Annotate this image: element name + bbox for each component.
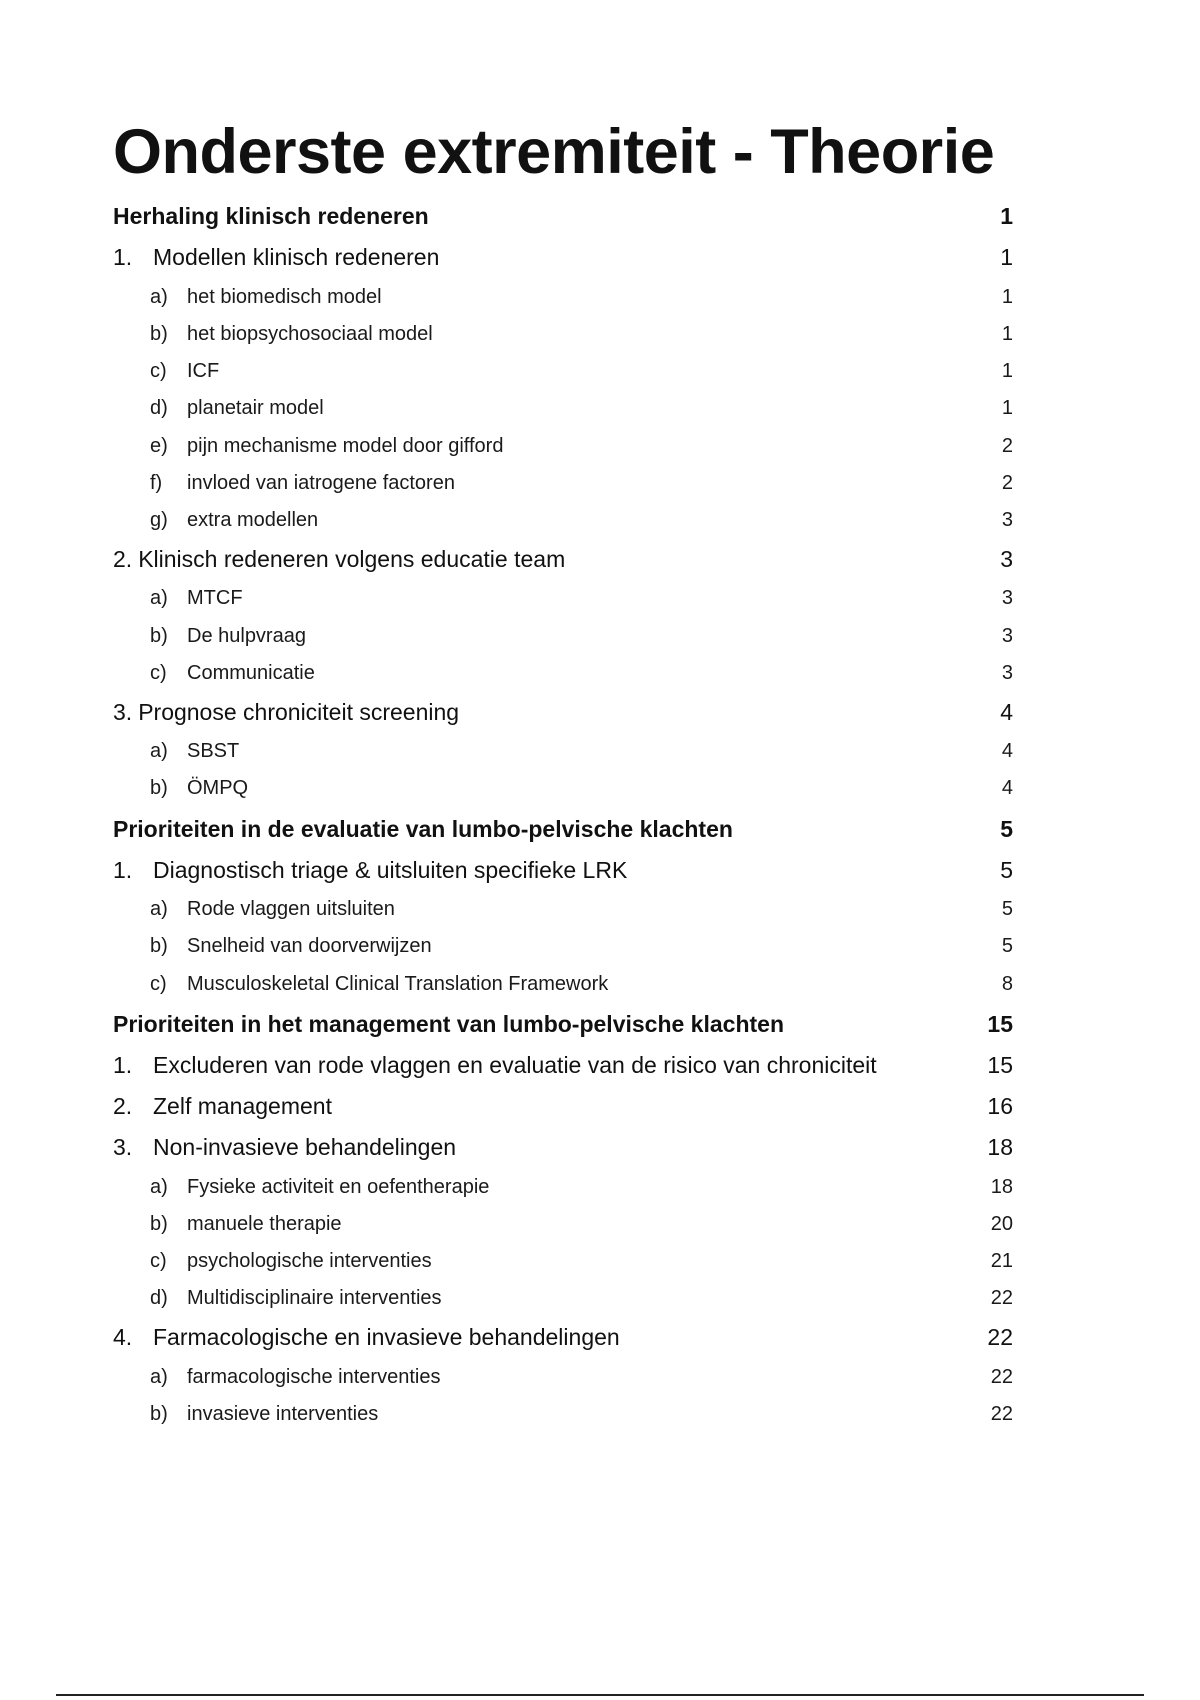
- toc-entry[interactable]: [113, 1322, 1013, 1352]
- toc-entry-text: ICF: [187, 359, 220, 382]
- toc-entry-label: [113, 546, 565, 573]
- toc-entry-text: MTCF: [187, 586, 243, 609]
- toc-entry[interactable]: [113, 469, 1013, 497]
- toc-entry[interactable]: [113, 932, 1013, 960]
- toc-entry-page-number: 3: [1001, 624, 1013, 647]
- toc-entry-text: SBST: [187, 739, 240, 762]
- toc-entry-label: [113, 587, 243, 610]
- toc-entry-number: b): [150, 776, 168, 799]
- toc-entry-text: invloed van iatrogene factoren: [187, 471, 455, 494]
- toc-entry-page-number: 18: [987, 1133, 1013, 1160]
- toc-entry-text: Snelheid van doorverwijzen: [187, 934, 432, 957]
- toc-entry-page-number: 20: [990, 1212, 1013, 1235]
- toc-entry-label: [113, 1052, 877, 1079]
- toc-entry-text: Musculoskeletal Clinical Translation Framework: [187, 972, 609, 995]
- toc-entry[interactable]: [113, 506, 1013, 534]
- toc-entry-label: [113, 323, 433, 346]
- toc-entry-text: Modellen klinisch redeneren: [153, 243, 440, 270]
- toc-entry[interactable]: [113, 1132, 1013, 1162]
- toc-entry-number: 3.: [113, 1133, 133, 1160]
- toc-entry-label: [113, 1250, 432, 1273]
- toc-entry-page-number: 1: [1001, 359, 1013, 382]
- toc-entry-page-number: 18: [990, 1175, 1013, 1198]
- toc-entry[interactable]: [113, 697, 1013, 727]
- toc-entry[interactable]: [113, 1173, 1013, 1201]
- toc-entry[interactable]: [113, 1210, 1013, 1238]
- toc-entry-page-number: 2: [1001, 434, 1013, 457]
- toc-entry-text: het biopsychosociaal model: [187, 322, 433, 345]
- toc-entry-number: c): [150, 661, 167, 684]
- toc-entry[interactable]: [113, 357, 1013, 385]
- toc-entry-number: c): [150, 972, 167, 995]
- toc-entry-label: [113, 1093, 332, 1120]
- toc-entry[interactable]: [113, 1363, 1013, 1391]
- toc-entry-page-number: 3: [1001, 586, 1013, 609]
- toc-entry-number: c): [150, 1249, 167, 1272]
- toc-entry-number: d): [150, 1286, 168, 1309]
- toc-entry-text: De hulpvraag: [187, 624, 306, 647]
- toc-entry-text: Non-invasieve behandelingen: [153, 1133, 457, 1160]
- toc-entry-number: d): [150, 396, 168, 419]
- toc-entry-label: [113, 662, 315, 685]
- toc-entry-text: Herhaling klinisch redeneren: [113, 202, 429, 229]
- page-title: Onderste extremiteit - Theorie: [113, 117, 995, 187]
- toc-entry-label: [113, 1213, 342, 1236]
- toc-entry-page-number: 3: [1000, 545, 1013, 572]
- toc-entry[interactable]: [113, 432, 1013, 460]
- toc-entry-label: [113, 625, 306, 648]
- toc-entry-text: Excluderen van rode vlaggen en evaluatie van de risico van chroniciteit: [153, 1051, 877, 1078]
- toc-entry[interactable]: [113, 544, 1013, 574]
- toc-entry-text: Prioriteiten in het management van lumbo-pelvische klachten: [113, 1010, 784, 1037]
- toc-entry-page-number: 5: [1000, 856, 1013, 883]
- toc-entry-label: [113, 244, 439, 271]
- toc-entry-label: [113, 777, 248, 800]
- toc-entry-number: b): [150, 934, 168, 957]
- toc-entry-text: invasieve interventies: [187, 1402, 379, 1425]
- toc-entry-page-number: 4: [1000, 698, 1013, 725]
- toc-entry-label: [113, 816, 733, 843]
- toc-entry-text: Zelf management: [153, 1092, 332, 1119]
- toc-entry-label: [113, 740, 239, 763]
- toc-entry-page-number: 1: [1000, 243, 1013, 270]
- toc-entry-number: 2.: [113, 545, 133, 572]
- toc-entry-text: Multidisciplinaire interventies: [187, 1286, 442, 1309]
- toc-entry-number: a): [150, 586, 168, 609]
- toc-entry-text: farmacologische interventies: [187, 1365, 441, 1388]
- toc-entry-label: [113, 472, 455, 495]
- toc-entry-page-number: 15: [987, 1051, 1013, 1078]
- toc-entry[interactable]: [113, 814, 1013, 844]
- toc-entry-page-number: 4: [1001, 776, 1013, 799]
- toc-entry-number: 4.: [113, 1323, 133, 1350]
- toc-entry-label: [113, 1324, 620, 1351]
- toc-entry-text: Rode vlaggen uitsluiten: [187, 897, 395, 920]
- toc-entry[interactable]: [113, 584, 1013, 612]
- toc-entry-text: Farmacologische en invasieve behandelingen: [153, 1323, 620, 1350]
- toc-entry-text: Diagnostisch triage & uitsluiten specifieke LRK: [153, 856, 628, 883]
- toc-entry-number: a): [150, 1175, 168, 1198]
- toc-entry-number: e): [150, 434, 168, 457]
- toc-entry-text: planetair model: [187, 396, 324, 419]
- toc-entry-page-number: 8: [1001, 972, 1013, 995]
- toc-entry-number: g): [150, 508, 168, 531]
- toc-entry-label: [113, 699, 459, 726]
- toc-entry-label: [113, 857, 627, 884]
- toc-entry[interactable]: [113, 201, 1013, 231]
- toc-entry[interactable]: [113, 1247, 1013, 1275]
- toc-entry-number: 3.: [113, 698, 133, 725]
- toc-entry[interactable]: [113, 283, 1013, 311]
- toc-entry[interactable]: [113, 1050, 1013, 1080]
- toc-entry-number: b): [150, 1212, 168, 1235]
- toc-entry-number: 1.: [113, 243, 133, 270]
- toc-entry-number: 1.: [113, 1051, 133, 1078]
- toc-entry-number: b): [150, 624, 168, 647]
- toc-entry-page-number: 22: [987, 1323, 1013, 1350]
- toc-entry-page-number: 5: [1001, 897, 1013, 920]
- toc-entry[interactable]: [113, 1091, 1013, 1121]
- toc-entry-text: Prognose chroniciteit screening: [138, 698, 460, 725]
- toc-entry-page-number: 21: [990, 1249, 1013, 1272]
- bottom-divider: [56, 1694, 1144, 1696]
- toc-entry-label: [113, 397, 324, 420]
- toc-entry[interactable]: [113, 895, 1013, 923]
- toc-entry-number: a): [150, 739, 168, 762]
- toc-entry-label: [113, 1176, 489, 1199]
- toc-entry-label: [113, 898, 395, 921]
- toc-entry[interactable]: [113, 659, 1013, 687]
- toc-entry-label: [113, 509, 318, 532]
- toc-entry-number: c): [150, 359, 167, 382]
- toc-entry-text: pijn mechanisme model door gifford: [187, 434, 504, 457]
- toc-entry-text: manuele therapie: [187, 1212, 342, 1235]
- toc-entry-page-number: 15: [987, 1010, 1013, 1037]
- toc-entry-label: [113, 1011, 784, 1038]
- toc-entry-label: [113, 935, 432, 958]
- toc-entry[interactable]: [113, 320, 1013, 348]
- toc-entry-number: a): [150, 1365, 168, 1388]
- toc-entry[interactable]: [113, 622, 1013, 650]
- toc-entry-number: f): [150, 471, 163, 494]
- toc-entry[interactable]: [113, 1284, 1013, 1312]
- toc-entry-page-number: 3: [1001, 661, 1013, 684]
- toc-entry-label: [113, 435, 503, 458]
- toc-entry[interactable]: [113, 394, 1013, 422]
- toc-entry-text: psychologische interventies: [187, 1249, 432, 1272]
- toc-entry-number: 2.: [113, 1092, 133, 1119]
- toc-entry-page-number: 16: [987, 1092, 1013, 1119]
- toc-entry-page-number: 2: [1001, 471, 1013, 494]
- toc-entry-page-number: 1: [1001, 285, 1013, 308]
- toc-entry[interactable]: [113, 970, 1013, 998]
- toc-entry-number: a): [150, 897, 168, 920]
- toc-entry-page-number: 1: [1001, 322, 1013, 345]
- toc-entry-text: Klinisch redeneren volgens educatie team: [138, 545, 566, 572]
- toc-entry-label: [113, 360, 219, 383]
- toc-entry-label: [113, 1134, 456, 1161]
- toc-entry[interactable]: [113, 855, 1013, 885]
- toc-entry-number: b): [150, 1402, 168, 1425]
- toc-entry-text: Prioriteiten in de evaluatie van lumbo-pelvische klachten: [113, 815, 733, 842]
- toc-entry-page-number: 5: [1001, 934, 1013, 957]
- toc-entry-label: [113, 1403, 378, 1426]
- toc-entry-number: a): [150, 285, 168, 308]
- toc-entry-text: het biomedisch model: [187, 285, 382, 308]
- toc-entry-label: [113, 973, 608, 996]
- toc-entry-page-number: 22: [990, 1286, 1013, 1309]
- toc-entry[interactable]: [113, 737, 1013, 765]
- toc-entry-label: [113, 286, 382, 309]
- toc-entry-text: Fysieke activiteit en oefentherapie: [187, 1175, 490, 1198]
- toc-entry-number: b): [150, 322, 168, 345]
- toc-entry-text: Communicatie: [187, 661, 315, 684]
- toc-entry-page-number: 1: [1000, 202, 1013, 229]
- toc-entry-page-number: 3: [1001, 508, 1013, 531]
- toc-entry[interactable]: [113, 242, 1013, 272]
- toc-entry-page-number: 5: [1000, 815, 1013, 842]
- toc-entry-page-number: 1: [1001, 396, 1013, 419]
- toc-entry-text: ÖMPQ: [187, 776, 249, 799]
- toc-entry-number: 1.: [113, 856, 133, 883]
- toc-entry-label: [113, 203, 429, 230]
- toc-entry[interactable]: [113, 774, 1013, 802]
- toc-entry[interactable]: [113, 1009, 1013, 1039]
- toc-entry[interactable]: [113, 1400, 1013, 1428]
- toc-entry-page-number: 22: [990, 1402, 1013, 1425]
- toc-entry-label: [113, 1287, 442, 1310]
- toc-entry-label: [113, 1366, 440, 1389]
- toc-entry-page-number: 4: [1001, 739, 1013, 762]
- toc-entry-text: extra modellen: [187, 508, 319, 531]
- toc-entry-page-number: 22: [990, 1365, 1013, 1388]
